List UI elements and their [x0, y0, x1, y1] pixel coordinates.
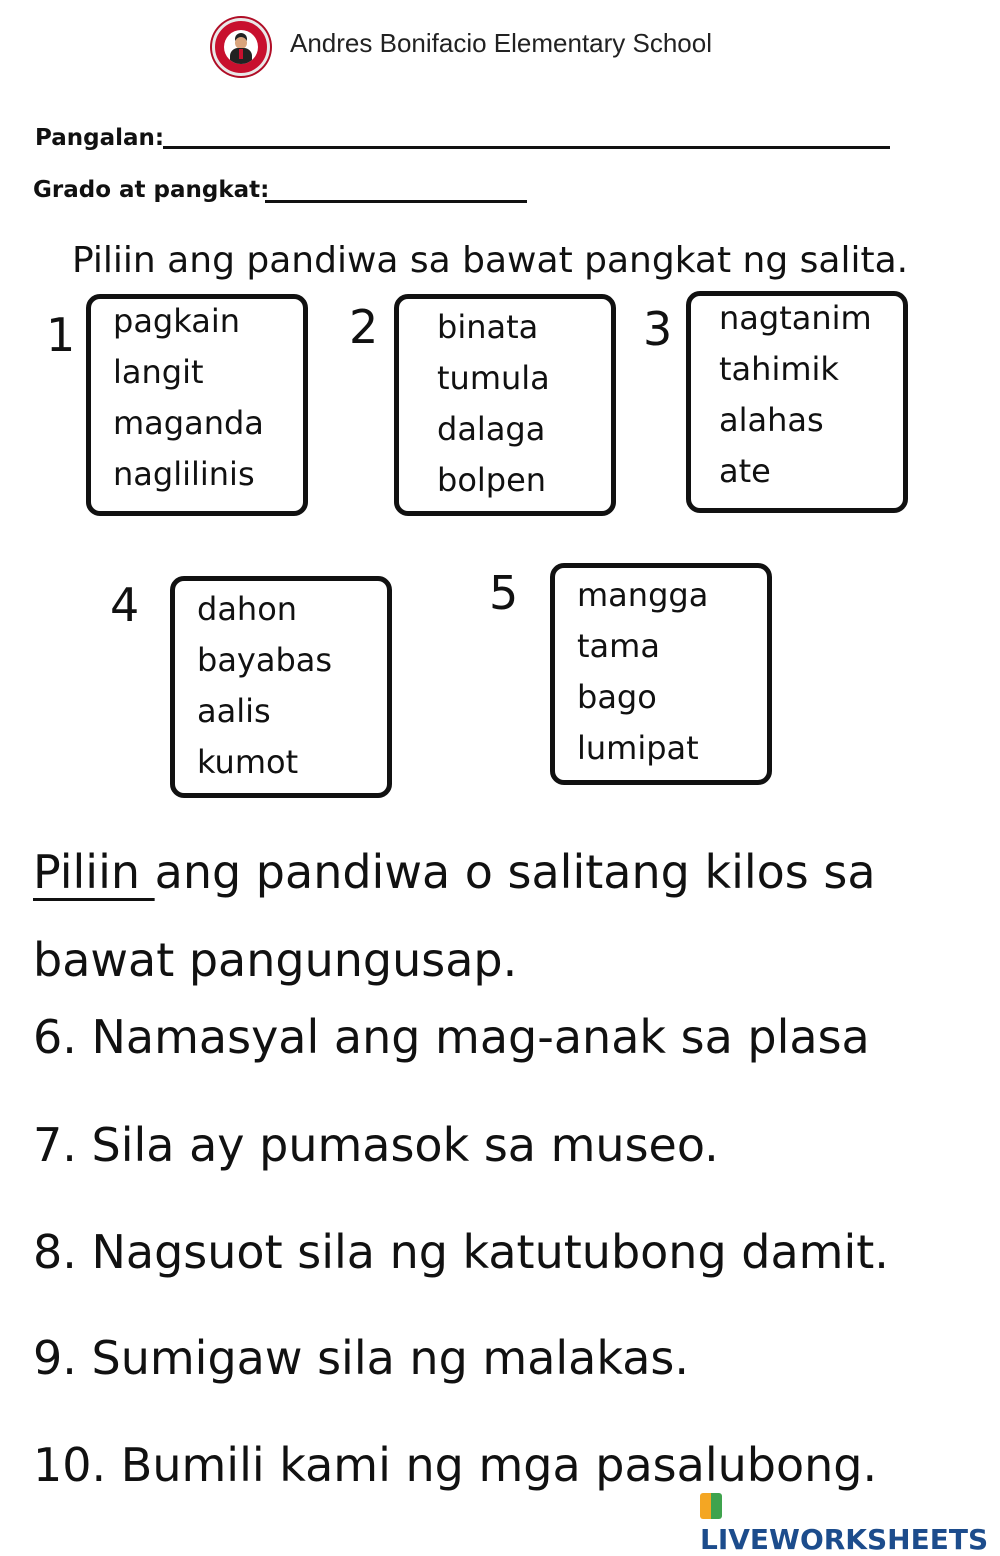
word-group-2	[394, 294, 616, 516]
instruction-text: ang pandiwa o salitang kilos sa bawat pangungusap.	[33, 845, 876, 987]
word-group-5	[550, 563, 772, 785]
word-option[interactable]: mangga	[577, 576, 709, 614]
word-option[interactable]: bolpen	[437, 461, 547, 499]
word-option[interactable]: pagkain	[113, 302, 240, 340]
word-option[interactable]: lumipat	[577, 729, 699, 767]
group-number: 3	[643, 302, 673, 356]
sentence-6[interactable]: 6. Namasyal ang mag-anak sa plasa	[33, 1010, 870, 1064]
name-label: Pangalan:	[35, 125, 165, 151]
word-option[interactable]: langit	[113, 353, 204, 391]
word-option[interactable]: dahon	[197, 590, 298, 628]
instruction-underlined-word: Piliin	[33, 845, 155, 899]
sentence-8[interactable]: 8. Nagsuot sila ng katutubong damit.	[33, 1225, 889, 1279]
brand-text: LIVEWORKSHEETS	[700, 1523, 989, 1556]
word-option[interactable]: ate	[719, 452, 771, 490]
group-number: 2	[349, 300, 379, 354]
word-option[interactable]: tahimik	[719, 350, 839, 388]
school-seal-logo-icon	[212, 18, 270, 76]
part1-instruction: Piliin ang pandiwa sa bawat pangkat ng salita.	[72, 240, 909, 281]
word-option[interactable]: nagtanim	[719, 299, 872, 337]
sentence-9[interactable]: 9. Sumigaw sila ng malakas.	[33, 1331, 689, 1385]
part2-instruction	[33, 828, 933, 1004]
word-group-1	[86, 294, 308, 516]
liveworksheets-icon	[700, 1493, 722, 1519]
word-group-3	[686, 291, 908, 513]
group-number: 5	[489, 566, 519, 620]
sentence-10[interactable]: 10. Bumili kami ng mga pasalubong.	[33, 1438, 878, 1492]
grade-field[interactable]	[265, 200, 527, 203]
word-option[interactable]: tumula	[437, 359, 550, 397]
name-field[interactable]	[163, 146, 890, 149]
word-option[interactable]: binata	[437, 308, 539, 346]
word-option[interactable]: bago	[577, 678, 657, 716]
word-option[interactable]: tama	[577, 627, 660, 665]
group-number: 1	[46, 308, 76, 362]
school-name: Andres Bonifacio Elementary School	[290, 28, 713, 58]
sentence-7[interactable]: 7. Sila ay pumasok sa museo.	[33, 1118, 719, 1172]
word-option[interactable]: kumot	[197, 743, 299, 781]
word-group-4	[170, 576, 392, 798]
word-option[interactable]: naglilinis	[113, 455, 255, 493]
liveworksheets-logo	[700, 1490, 1000, 1556]
word-option[interactable]: maganda	[113, 404, 264, 442]
word-option[interactable]: bayabas	[197, 641, 333, 679]
grade-label: Grado at pangkat:	[33, 177, 270, 203]
word-option[interactable]: dalaga	[437, 410, 546, 448]
group-number: 4	[110, 578, 140, 632]
word-option[interactable]: aalis	[197, 692, 271, 730]
word-option[interactable]: alahas	[719, 401, 824, 439]
